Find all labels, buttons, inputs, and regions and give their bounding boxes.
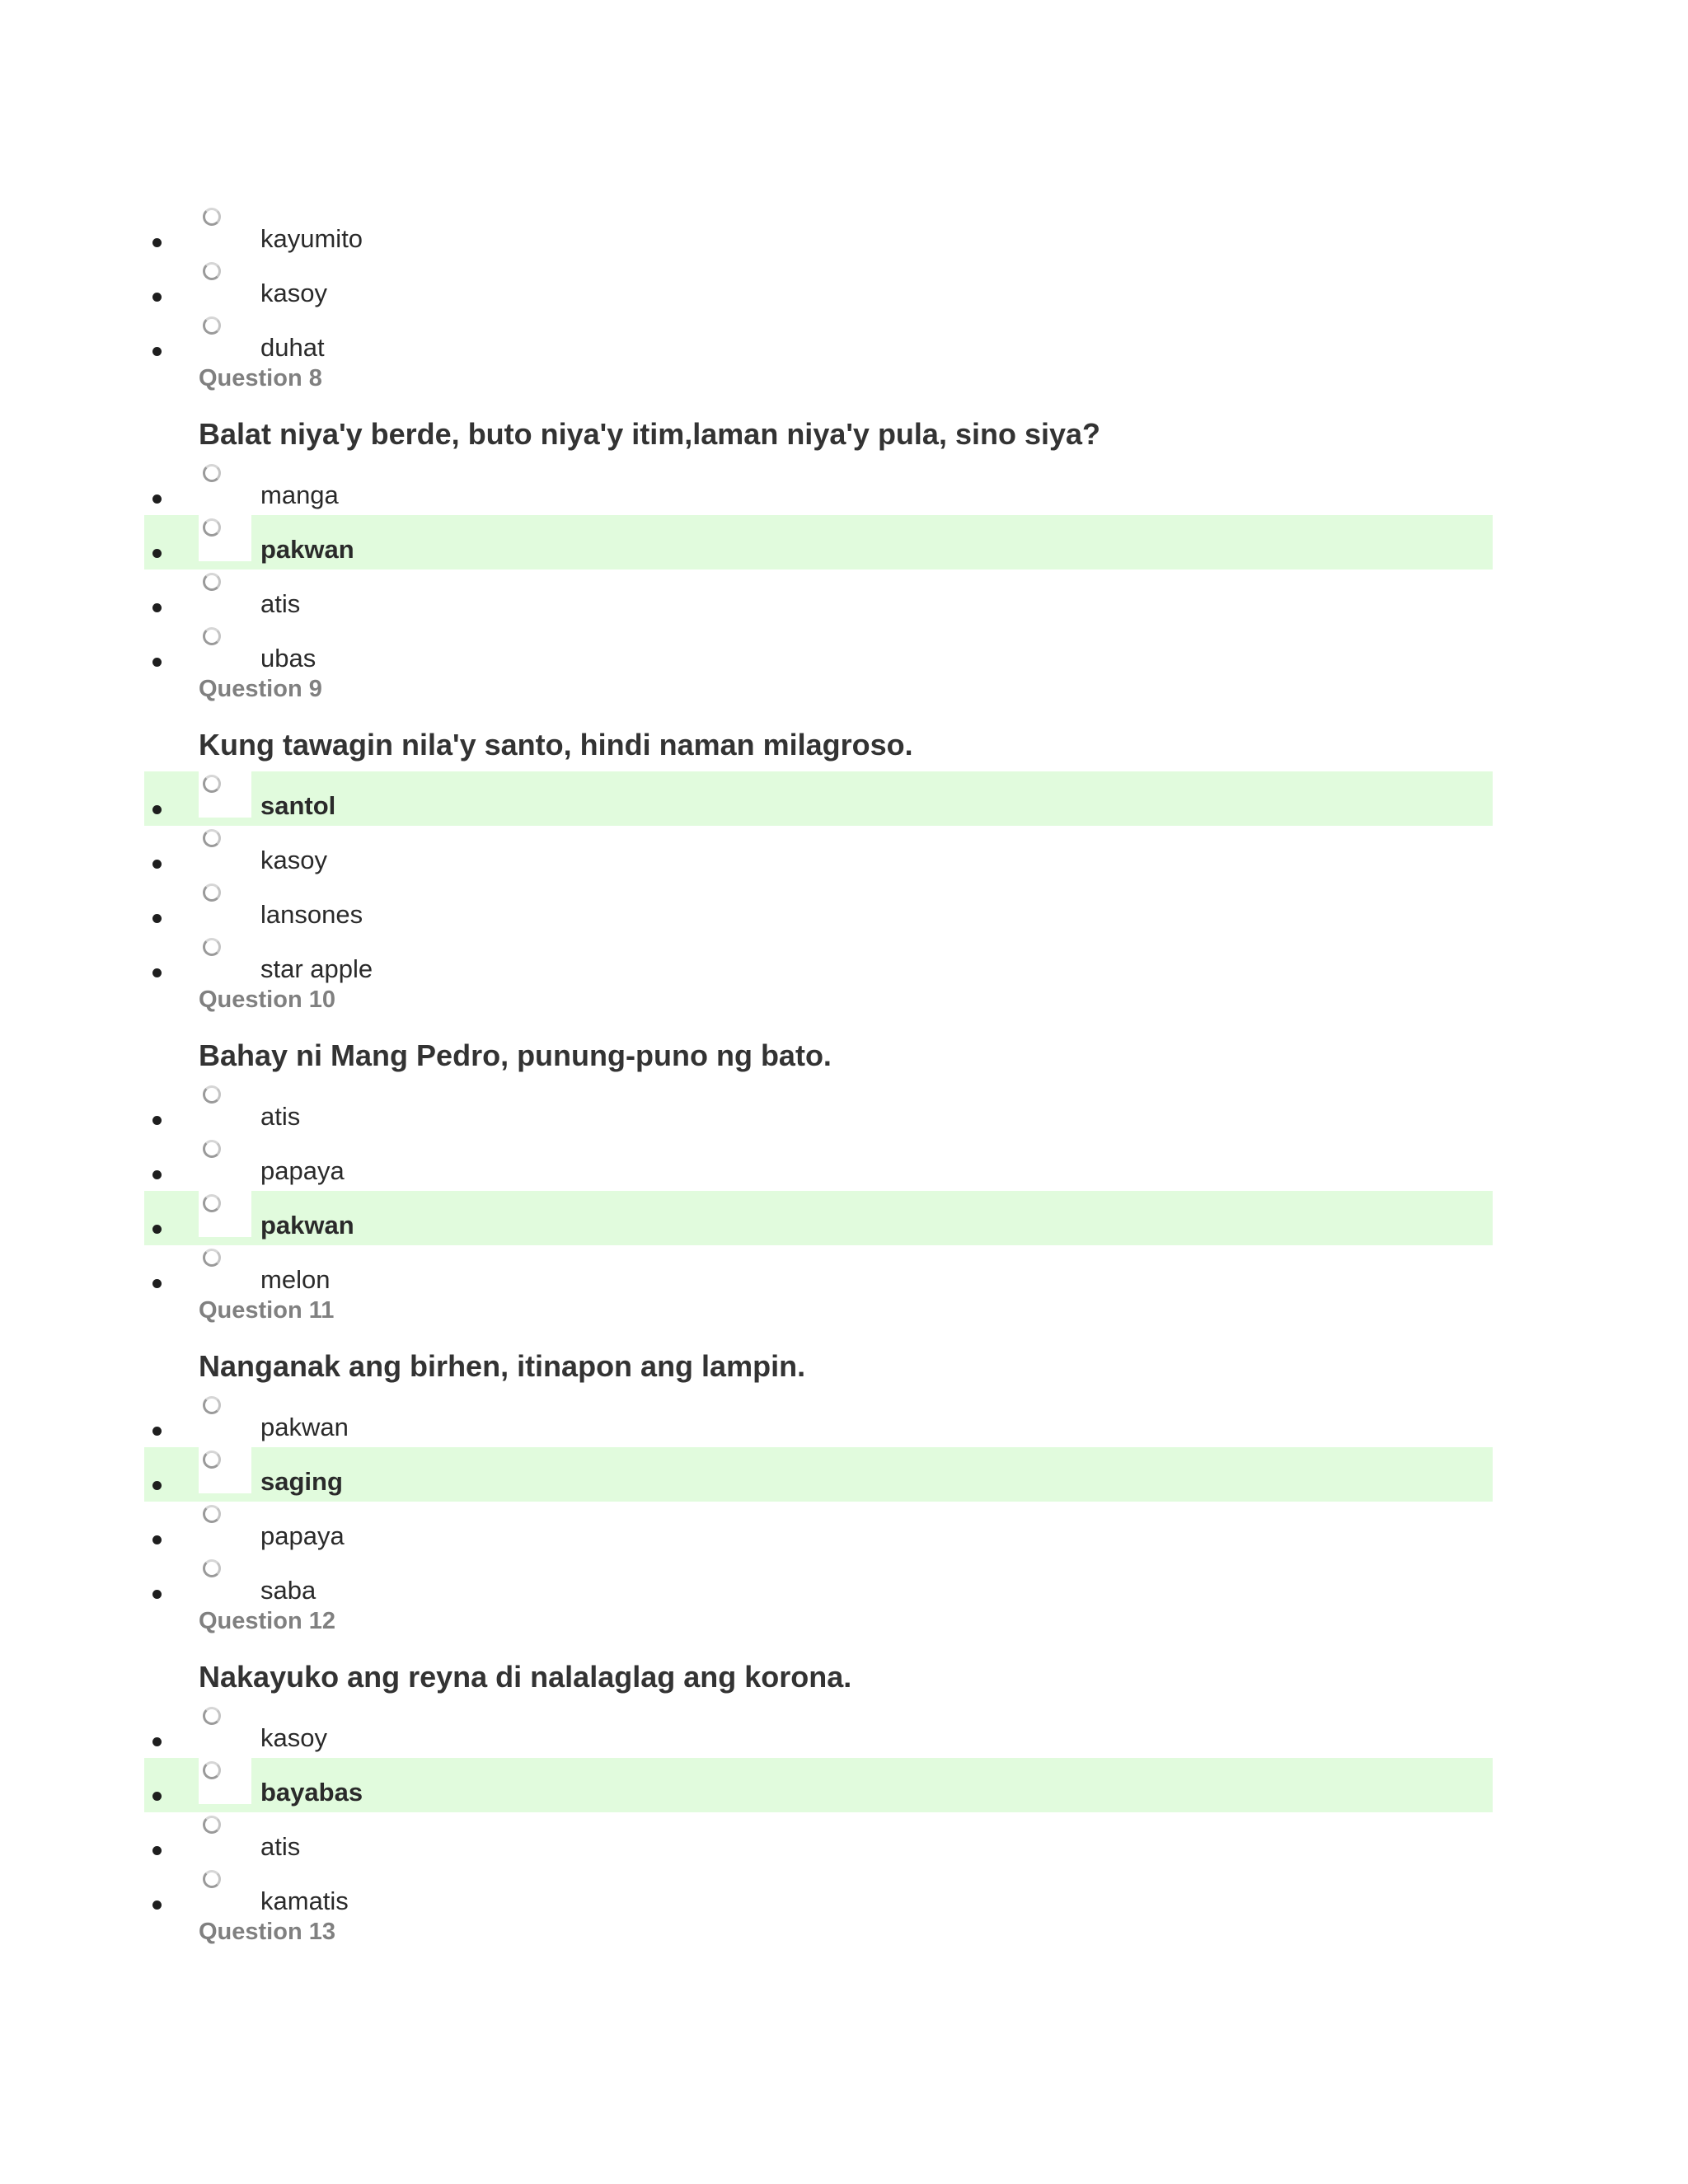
bullet-icon (152, 805, 162, 814)
answer-option-correct[interactable] (144, 515, 1493, 569)
bullet-icon (152, 1590, 162, 1599)
question-number: Question 9 (199, 676, 322, 702)
answer-option[interactable] (144, 313, 1493, 368)
bullet-icon (152, 1792, 162, 1801)
bullet-icon (152, 347, 162, 356)
question-text: Nakayuko ang reyna di nalalaglag ang korona. (199, 1660, 852, 1694)
option-label: melon (260, 1265, 331, 1294)
radio-button-icon[interactable] (203, 1249, 221, 1267)
question-text: Kung tawagin nila'y santo, hindi naman milagroso. (199, 728, 913, 762)
bullet-icon (152, 658, 162, 667)
answer-option[interactable] (144, 1812, 1493, 1867)
option-label: duhat (260, 333, 325, 362)
radio-button-icon[interactable] (203, 775, 221, 793)
option-label: pakwan (260, 1413, 349, 1441)
bullet-icon (152, 968, 162, 977)
radio-button-icon[interactable] (203, 1816, 221, 1834)
bullet-icon (152, 549, 162, 558)
bullet-icon (152, 603, 162, 612)
answer-option-correct[interactable] (144, 1758, 1493, 1812)
question-text: Balat niya'y berde, buto niya'y itim,laman niya'y pula, sino siya? (199, 417, 1101, 451)
answer-option[interactable] (144, 569, 1493, 624)
option-label: kasoy (260, 846, 327, 874)
option-label: pakwan (260, 535, 354, 564)
answer-option[interactable] (144, 1704, 1493, 1758)
radio-button-icon[interactable] (203, 1505, 221, 1523)
question-number: Question 11 (199, 1297, 335, 1324)
question-text: Nanganak ang birhen, itinapon ang lampin. (199, 1349, 806, 1383)
answer-option[interactable] (144, 461, 1493, 515)
bullet-icon (152, 1427, 162, 1436)
option-label: atis (260, 1102, 301, 1131)
option-label: saba (260, 1576, 316, 1605)
option-label: ubas (260, 644, 316, 673)
option-label: pakwan (260, 1211, 354, 1240)
bullet-icon (152, 1535, 162, 1544)
option-label: manga (260, 480, 339, 509)
bullet-icon (152, 1279, 162, 1288)
bullet-icon (152, 1116, 162, 1125)
radio-button-icon[interactable] (203, 1140, 221, 1158)
bullet-icon (152, 1170, 162, 1179)
question-number: Question 12 (199, 1608, 335, 1634)
option-label: star apple (260, 954, 373, 983)
answer-option[interactable] (144, 624, 1493, 678)
radio-button-icon[interactable] (203, 573, 221, 591)
option-label: kayumito (260, 224, 363, 253)
answer-option-correct[interactable] (144, 1447, 1493, 1502)
bullet-icon (152, 293, 162, 302)
option-label: atis (260, 589, 301, 618)
question-text: Bahay ni Mang Pedro, punung-puno ng bato. (199, 1038, 832, 1072)
option-label: kasoy (260, 1723, 327, 1752)
radio-button-icon[interactable] (203, 1396, 221, 1414)
radio-button-icon[interactable] (203, 464, 221, 482)
option-label: saging (260, 1467, 343, 1496)
answer-option[interactable] (144, 1082, 1493, 1137)
bullet-icon (152, 494, 162, 504)
radio-button-icon[interactable] (203, 1559, 221, 1577)
radio-button-icon[interactable] (203, 1707, 221, 1725)
radio-button-icon[interactable] (203, 1085, 221, 1104)
answer-option[interactable] (144, 1502, 1493, 1556)
bullet-icon (152, 1225, 162, 1234)
option-label: lansones (260, 900, 363, 929)
option-label: papaya (260, 1521, 345, 1550)
bullet-icon (152, 1846, 162, 1855)
bullet-icon (152, 1481, 162, 1490)
answer-option[interactable] (144, 1393, 1493, 1447)
bullet-icon (152, 238, 162, 247)
answer-option-correct[interactable] (144, 771, 1493, 826)
radio-button-icon[interactable] (203, 316, 221, 335)
radio-button-icon[interactable] (203, 883, 221, 902)
answer-option[interactable] (144, 1137, 1493, 1191)
radio-button-icon[interactable] (203, 208, 221, 226)
answer-option[interactable] (144, 1245, 1493, 1300)
option-label: papaya (260, 1156, 345, 1185)
option-label: bayabas (260, 1778, 363, 1807)
radio-button-icon[interactable] (203, 518, 221, 537)
answer-option[interactable] (144, 826, 1493, 880)
option-label: kamatis (260, 1886, 349, 1915)
answer-option[interactable] (144, 204, 1493, 259)
radio-button-icon[interactable] (203, 1761, 221, 1779)
option-label: kasoy (260, 279, 327, 307)
answer-option[interactable] (144, 1556, 1493, 1610)
radio-button-icon[interactable] (203, 1870, 221, 1888)
radio-button-icon[interactable] (203, 829, 221, 847)
answer-option[interactable] (144, 259, 1493, 313)
bullet-icon (152, 860, 162, 869)
question-number: Question 8 (199, 365, 322, 391)
radio-button-icon[interactable] (203, 1194, 221, 1212)
radio-button-icon[interactable] (203, 938, 221, 956)
question-number: Question 13 (199, 1919, 335, 1945)
radio-button-icon[interactable] (203, 627, 221, 645)
radio-button-icon[interactable] (203, 262, 221, 280)
radio-button-icon[interactable] (203, 1451, 221, 1469)
answer-option[interactable] (144, 1867, 1493, 1921)
question-number: Question 10 (199, 987, 335, 1013)
answer-option-correct[interactable] (144, 1191, 1493, 1245)
bullet-icon (152, 1900, 162, 1910)
option-label: atis (260, 1832, 301, 1861)
bullet-icon (152, 914, 162, 923)
option-label: santol (260, 791, 336, 820)
answer-option[interactable] (144, 935, 1493, 989)
answer-option[interactable] (144, 880, 1493, 935)
bullet-icon (152, 1737, 162, 1746)
